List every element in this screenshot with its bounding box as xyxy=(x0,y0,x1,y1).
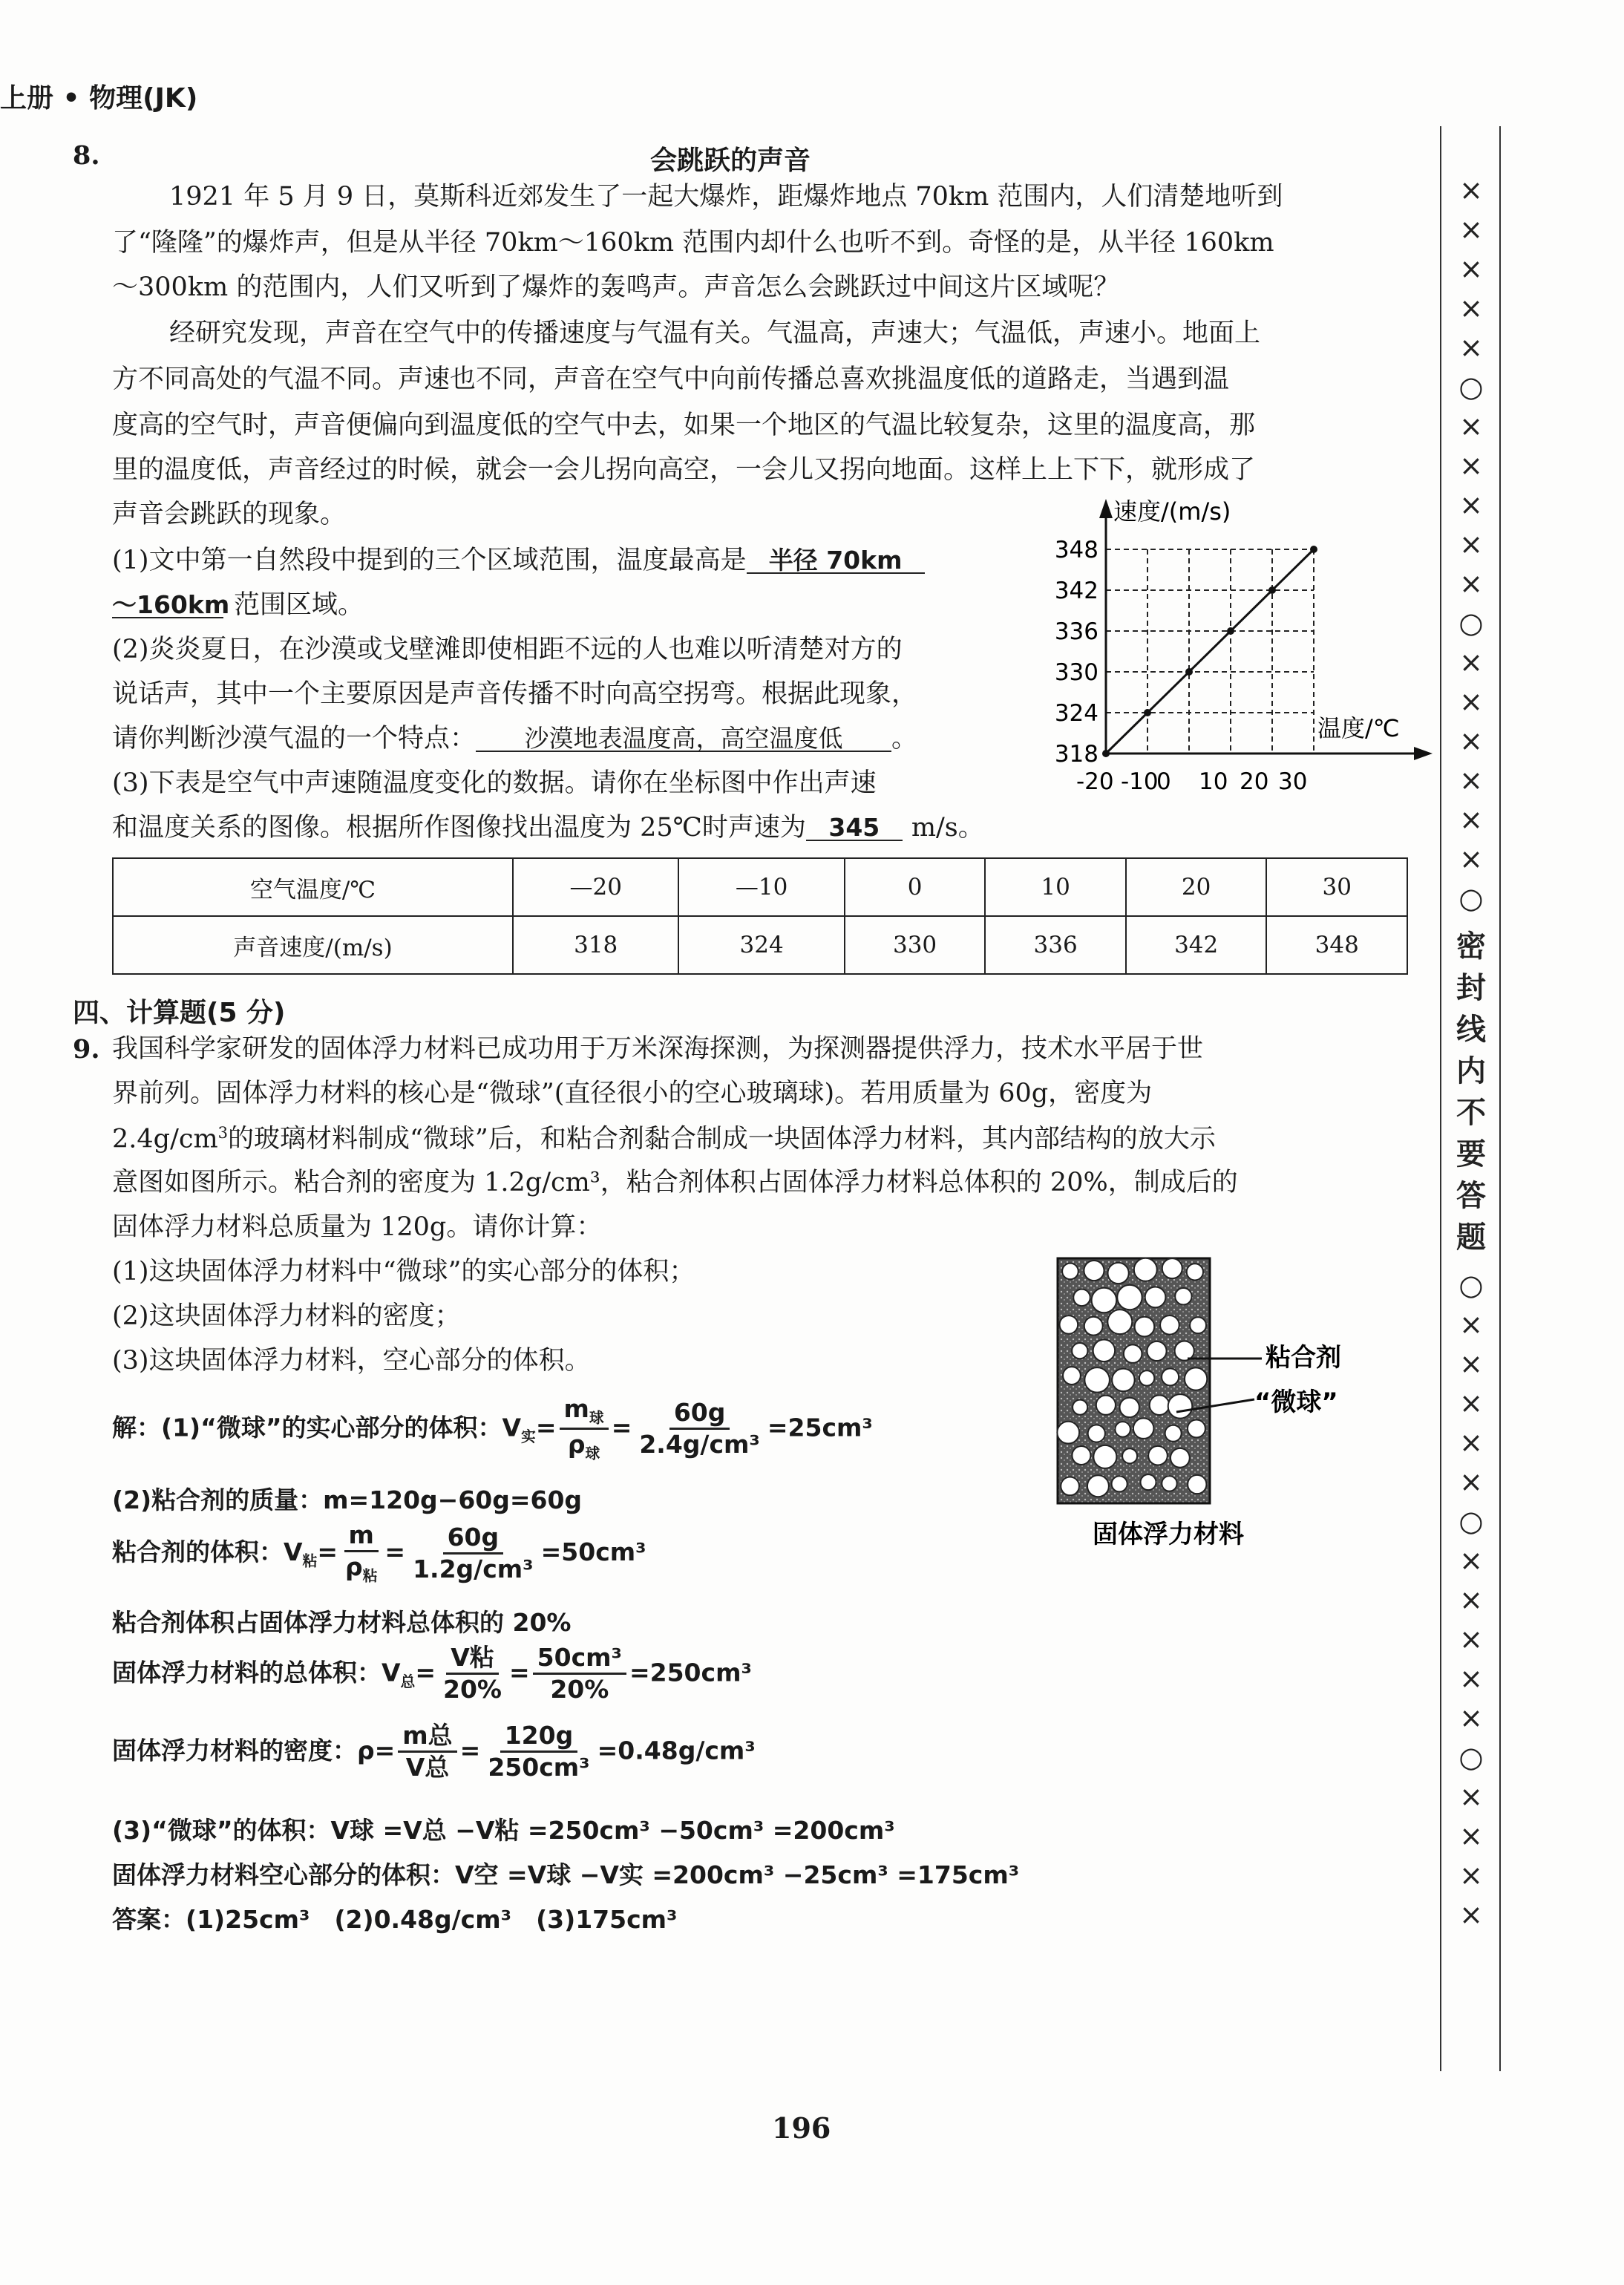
x-tick-label: -10 xyxy=(1121,768,1159,795)
q9-line3: $2.4g/cm^3$的玻璃材料制成“微球”后，和粘合剂黏合制成一块固体浮力材料，其内部结构的放大示 xyxy=(112,1124,1216,1154)
q8-para1-line3: ～300km 的范围内，人们又听到了爆炸的轰鸣声。声音怎么会跳跃过中间这片区域呢？ xyxy=(112,272,1120,302)
micro-sphere xyxy=(1093,1340,1116,1362)
micro-sphere xyxy=(1072,1446,1090,1465)
seal-mark: × xyxy=(1459,174,1483,206)
q9-line2: 界前列。固体浮力材料的核心是“微球”(直径很小的空心玻璃球)。若用质量为 60g，密度为 xyxy=(112,1079,1153,1108)
x-tick-label: 30 xyxy=(1278,768,1308,795)
solution-step6: 固体浮力材料的密度：ρ= $\frac{\text{m总}}{\text{V总}}$ = $\frac{120g}{\text{250cm³}}$ =0.48g/cm³ xyxy=(112,1721,756,1782)
seal-mark: ○ xyxy=(1458,882,1484,915)
data-point xyxy=(1144,709,1151,716)
micro-sphere xyxy=(1117,1285,1142,1310)
seal-mark: × xyxy=(1459,1859,1483,1892)
table-cell: 318 xyxy=(513,916,678,974)
micro-sphere xyxy=(1139,1370,1154,1385)
x-tick-label: -20 xyxy=(1076,768,1114,795)
micro-sphere xyxy=(1187,1264,1203,1280)
micro-sphere xyxy=(1134,1258,1157,1281)
q8-number: 8. xyxy=(73,140,100,171)
table-cell: 330 xyxy=(845,916,986,974)
q8-sub1: (1)文中第一自然段中提到的三个区域范围，温度最高是 半径 70km xyxy=(112,548,925,574)
q8-para2-line4: 里的温度低，声音经过的时候，就会一会儿拐向高空，一会儿又拐向地面。这样上上下下，就形成了 xyxy=(112,455,1256,485)
table-cell: 0 xyxy=(845,858,986,916)
seal-mark: × xyxy=(1459,725,1483,757)
micro-sphere xyxy=(1061,1477,1079,1496)
q8-para1-line2: 了“隆隆”的爆炸声，但是从半径 70km～160km 范围内却什么也听不到。奇怪的是，从半径 160km xyxy=(112,228,1274,258)
seal-mark: × xyxy=(1459,567,1483,600)
micro-sphere xyxy=(1088,1425,1105,1442)
micro-sphere xyxy=(1073,1400,1087,1415)
y-tick-label: 324 xyxy=(1054,700,1099,727)
q9-ask2: (2)这块固体浮力材料的密度； xyxy=(112,1301,461,1331)
micro-sphere xyxy=(1168,1394,1193,1419)
x-axis-arrow xyxy=(1414,747,1433,760)
y-axis-arrow xyxy=(1099,499,1113,518)
q8-sub2-line2: 说话声，其中一个主要原因是声音传播不时向高空拐弯。根据此现象， xyxy=(112,679,918,709)
y-tick-label: 336 xyxy=(1054,618,1099,645)
micro-sphere xyxy=(1175,1288,1191,1304)
seal-mark: × xyxy=(1459,1544,1483,1577)
seal-mark: × xyxy=(1459,1583,1483,1616)
micro-sphere xyxy=(1148,1446,1168,1465)
table-row-label: 空气温度/℃ xyxy=(113,858,513,916)
micro-sphere xyxy=(1063,1367,1081,1385)
micro-sphere xyxy=(1108,1263,1129,1284)
seal-mark: × xyxy=(1459,449,1483,482)
seal-mark: ○ xyxy=(1458,1741,1484,1774)
micro-sphere xyxy=(1162,1258,1182,1278)
micro-sphere xyxy=(1162,1476,1176,1491)
q8-para2-line1: 经研究发现，声音在空气中的传播速度与气温有关。气温高，声速大；气温低，声速小。地面上 xyxy=(169,318,1261,348)
chart-x-axis-label: 温度/℃ xyxy=(1317,714,1400,742)
sphere-label: “微球” xyxy=(1254,1387,1338,1417)
micro-sphere xyxy=(1145,1287,1166,1308)
micro-sphere xyxy=(1122,1448,1137,1463)
q9-line4: 意图如图所示。粘合剂的密度为 1.2g/cm³，粘合剂体积占固体浮力材料总体积的 20%，制成后的 xyxy=(112,1168,1238,1197)
x-tick-label: 20 xyxy=(1240,768,1269,795)
micro-sphere xyxy=(1096,1396,1116,1415)
q9-ask3: (3)这块固体浮力材料，空心部分的体积。 xyxy=(112,1346,591,1376)
q8-sub1-answer-b: ～160km xyxy=(112,590,230,619)
table-row-label: 声音速度/(m/s) xyxy=(113,916,513,974)
table-cell: 342 xyxy=(1126,916,1267,974)
solution-step8: 固体浮力材料空心部分的体积：V空 =V球 −V实 =200cm³ −25cm³ =175cm³ xyxy=(112,1860,1020,1889)
micro-sphere xyxy=(1112,1476,1127,1491)
micro-sphere xyxy=(1092,1288,1117,1313)
table-cell: 324 xyxy=(678,916,844,974)
table-cell: 348 xyxy=(1266,916,1407,974)
table-cell: 20 xyxy=(1126,858,1267,916)
seal-mark: × xyxy=(1459,646,1483,679)
y-tick-label: 342 xyxy=(1054,578,1099,604)
q8-sub2-line3: 请你判断沙漠气温的一个特点： 沙漠地表温度高，高空温度低 。 xyxy=(112,724,918,754)
micro-sphere xyxy=(1170,1448,1190,1468)
seal-mark: × xyxy=(1459,843,1483,875)
solution-step3: 粘合剂的体积：$V_粘=$ $\frac{m}{\rho_粘}$ = $\frac{60g}{\text{1.2g/cm³}}$ =50cm³ xyxy=(112,1520,646,1585)
seal-mark: × xyxy=(1459,292,1483,324)
seal-mark: × xyxy=(1459,1387,1483,1419)
seal-mark: × xyxy=(1459,1662,1483,1695)
section-heading: 四、计算题(5 分) xyxy=(73,998,286,1028)
x-tick-label: 0 xyxy=(1156,768,1171,795)
q9-ask1: (1)这块固体浮力材料中“微球”的实心部分的体积； xyxy=(112,1257,695,1287)
y-tick-label: 330 xyxy=(1054,659,1099,686)
micro-sphere xyxy=(1057,1422,1079,1444)
seal-mark: × xyxy=(1459,1820,1483,1852)
x-tick-label: 10 xyxy=(1199,768,1228,795)
data-point xyxy=(1185,668,1193,676)
seal-mark: × xyxy=(1459,528,1483,560)
micro-sphere xyxy=(1147,1341,1166,1361)
seal-mark: × xyxy=(1459,488,1483,521)
table-cell: 336 xyxy=(985,916,1126,974)
running-title: 上册 • 物理(JK) xyxy=(0,83,198,114)
q9-number: 9. xyxy=(73,1034,100,1065)
data-point xyxy=(1102,750,1110,757)
micro-sphere xyxy=(1133,1418,1154,1439)
seal-line-margin xyxy=(1440,126,1507,2071)
q8-sub3-line2: 和温度关系的图像。根据所作图像找出温度为 25℃时声速为 345 m/s。 xyxy=(112,813,984,843)
micro-sphere xyxy=(1093,1445,1116,1468)
micro-sphere xyxy=(1165,1425,1182,1442)
q8-sub2-answer: 沙漠地表温度高，高空温度低 xyxy=(476,726,891,752)
q8-para2-line2: 方不同高处的气温不同。声速也不同，声音在空气中向前传播总喜欢挑温度低的道路走，当遇到温 xyxy=(112,365,1230,394)
chart-ticks xyxy=(1055,537,1308,795)
seal-mark: × xyxy=(1459,1465,1483,1498)
seal-line-notice: 密 封 线 内 不 要 答 题 xyxy=(1456,929,1486,1255)
micro-sphere xyxy=(1135,1317,1155,1337)
micro-sphere xyxy=(1062,1264,1078,1280)
seal-mark: ○ xyxy=(1458,1269,1484,1301)
series-line xyxy=(1106,549,1314,754)
micro-sphere xyxy=(1084,1317,1103,1336)
table-row xyxy=(113,858,1407,916)
seal-mark: ○ xyxy=(1458,1505,1484,1537)
micro-sphere xyxy=(1084,1367,1110,1393)
seal-mark: × xyxy=(1459,252,1483,285)
seal-mark: × xyxy=(1459,1347,1483,1380)
seal-mark: × xyxy=(1459,213,1483,246)
seal-mark: × xyxy=(1459,1702,1483,1734)
table-cell: —10 xyxy=(678,858,844,916)
page-number: 196 xyxy=(772,2111,831,2145)
solution-step4: 粘合剂体积占固体浮力材料总体积的 20% xyxy=(112,1608,572,1637)
seal-mark: × xyxy=(1459,1898,1483,1931)
solution-step7: (3)“微球”的体积：V球 =V总 −V粘 =250cm³ −50cm³ =200cm³ xyxy=(112,1816,895,1845)
micro-sphere xyxy=(1150,1395,1170,1415)
micro-sphere xyxy=(1073,1289,1090,1306)
seal-mark: × xyxy=(1459,1780,1483,1813)
table-cell: —20 xyxy=(513,858,678,916)
q8-sub1-cont: ～160km 范围区域。 xyxy=(112,590,364,620)
solution-step5: 固体浮力材料的总体积：$V_总=$ $\frac{\text{V粘}}{20\%}$ = $\frac{\text{50cm³}}{20\%}$ =250cm³ xyxy=(112,1643,752,1704)
data-point xyxy=(1268,586,1276,594)
seal-mark: × xyxy=(1459,331,1483,364)
micro-sphere xyxy=(1072,1343,1087,1359)
seal-mark: × xyxy=(1459,1308,1483,1341)
micro-sphere xyxy=(1112,1369,1134,1391)
seal-mark: × xyxy=(1459,410,1483,442)
micro-sphere xyxy=(1060,1315,1078,1334)
micro-sphere xyxy=(1188,1475,1206,1494)
micro-sphere xyxy=(1190,1317,1206,1333)
micro-sphere xyxy=(1120,1398,1139,1417)
q8-sub2-line1: (2)炎炎夏日，在沙漠或戈壁滩即使相距不远的人也难以听清楚对方的 xyxy=(112,635,903,664)
seal-mark: ○ xyxy=(1458,607,1484,639)
micro-sphere xyxy=(1160,1315,1179,1335)
speed-temperature-chart xyxy=(1047,483,1440,802)
micro-sphere xyxy=(1115,1422,1130,1437)
seal-line-marks xyxy=(1449,171,1493,1935)
table-cell: 10 xyxy=(985,858,1126,916)
seal-mark: × xyxy=(1459,1623,1483,1655)
y-tick-label: 318 xyxy=(1054,741,1099,768)
seal-mark: × xyxy=(1459,1426,1483,1459)
chart-y-axis-label: 速度/(m/s) xyxy=(1113,497,1231,526)
solution-step1: 解：(1)“微球”的实心部分的体积：$V_实=$ $\frac{m_球}{\rho_球}$ = $\frac{60g}{\text{2.4g/cm³}}$ =25cm³ xyxy=(112,1394,873,1462)
seal-mark: ○ xyxy=(1458,370,1484,403)
table-cell: 30 xyxy=(1266,858,1407,916)
table-row xyxy=(113,916,1407,974)
micro-sphere xyxy=(1141,1474,1156,1490)
solution-answer: 答案：(1)25cm³ (2)0.48g/cm³ (3)175cm³ xyxy=(112,1905,678,1934)
q9-line5: 固体浮力材料总质量为 120g。请你计算： xyxy=(112,1212,603,1242)
q8-para2-line3: 度高的空气时，声音便偏向到温度低的空气中去，如果一个地区的气温比较复杂，这里的温度高，那 xyxy=(112,411,1256,440)
figure-caption: 固体浮力材料 xyxy=(1093,1520,1244,1549)
q8-para1-line1: 1921 年 5 月 9 日，莫斯科近郊发生了一起大爆炸，距爆炸地点 70km 范围内，人们清楚地听到 xyxy=(169,182,1283,212)
q8-sub1-answer-a: 半径 70km xyxy=(747,548,925,574)
solution-step2: (2)粘合剂的质量：m=120g−60g=60g xyxy=(112,1485,583,1514)
micro-spheres xyxy=(1057,1258,1207,1497)
micro-sphere xyxy=(1084,1261,1104,1281)
micro-sphere xyxy=(1188,1419,1205,1437)
q8-para2-line5: 声音会跳跃的现象。 xyxy=(112,500,347,529)
buoyancy-material-figure xyxy=(1054,1255,1425,1552)
data-point xyxy=(1310,546,1317,553)
binder-label: 粘合剂 xyxy=(1266,1343,1341,1373)
seal-mark: × xyxy=(1459,764,1483,797)
seal-mark: × xyxy=(1459,685,1483,718)
data-point xyxy=(1227,627,1234,635)
y-tick-label: 348 xyxy=(1054,537,1099,563)
speed-temperature-table xyxy=(112,857,1408,975)
chart-series xyxy=(1102,546,1317,757)
micro-sphere xyxy=(1124,1344,1142,1363)
q9-line1: 我国科学家研发的固体浮力材料已成功用于万米深海探测，为探测器提供浮力，技术水平居于世 xyxy=(112,1034,1204,1064)
q8-title: 会跳跃的声音 xyxy=(650,146,811,176)
micro-sphere xyxy=(1107,1310,1132,1334)
seal-mark: × xyxy=(1459,803,1483,836)
micro-sphere xyxy=(1162,1368,1179,1385)
q8-sub3-answer: 345 xyxy=(806,815,903,841)
q8-sub3-line1: (3)下表是空气中声速随温度变化的数据。请你在坐标图中作出声速 xyxy=(112,768,877,798)
micro-sphere xyxy=(1087,1475,1109,1497)
micro-sphere xyxy=(1185,1367,1207,1390)
